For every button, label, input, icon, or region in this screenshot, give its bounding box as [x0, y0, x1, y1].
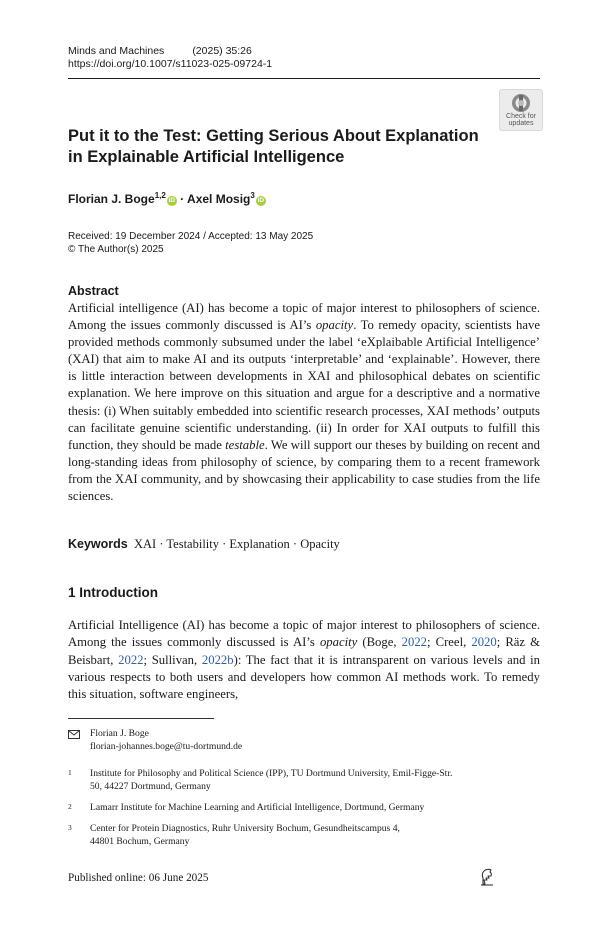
crossmark-icon: [511, 93, 531, 113]
check-for-updates-badge[interactable]: [499, 89, 543, 131]
abstract-emphasis: opacity: [315, 318, 354, 333]
article-title: [68, 126, 488, 168]
author-list: [68, 191, 266, 206]
orcid-icon[interactable]: iD: [168, 197, 176, 204]
abstract-heading: Abstract: [68, 284, 119, 298]
footnote-rule: [68, 718, 214, 719]
keywords-values: XAI · Testability · Explanation · Opacity: [134, 537, 340, 551]
abstract-body: [68, 300, 540, 505]
envelope-icon: [68, 730, 80, 739]
citation-link[interactable]: 2022b: [201, 652, 234, 667]
received-accepted: Received: 19 December 2024 / Accepted: 13 May 2025: [68, 231, 314, 242]
abstract-text: . To remedy opacity, scientists have provided methods commonly subsumed under the label ‘eXplaibable Artificial Intelligence’ (XAI) that aim to make AI and its outputs ‘interpretable’ and ‘explainable’. However, there is little interaction between developments in XAI and philosophical debates on scientific explanation. We here improve on this situation and argue for a descriptive and a normative thesis: (i) When suitably embedded into scientific research processes, XAI methods’ outputs can facilitate genuine scientific understanding. (ii) In order for XAI outputs to fulfill this function, they should be made: [68, 318, 540, 452]
affiliation-line: Institute for Philosophy and Political Science (IPP), TU Dortmund University, Emil-Figge-Str.: [90, 768, 453, 779]
citation-link[interactable]: 2022: [118, 652, 144, 667]
keywords: [68, 537, 340, 552]
affiliation-line: Center for Protein Diagnostics, Ruhr University Bochum, Gesundheitscampus 4,: [90, 823, 400, 834]
author-separator: ·: [176, 192, 188, 206]
author-name[interactable]: Florian J. Boge: [68, 192, 155, 206]
abstract-emphasis: testable: [225, 437, 265, 452]
affiliation: [90, 823, 530, 848]
intro-body: [68, 617, 540, 703]
intro-text: ; Creel,: [427, 635, 472, 650]
article-dates: [68, 231, 313, 256]
affiliation-number: 3: [68, 823, 72, 832]
published-online: Published online: 06 June 2025: [68, 872, 209, 884]
affiliation-number: 1: [68, 768, 72, 777]
badge-line1: Check for: [506, 113, 536, 120]
corresponding-name: Florian J. Boge: [90, 728, 149, 739]
affiliation-line: Lamarr Institute for Machine Learning and Artificial Intelligence, Dortmund, Germany: [90, 802, 425, 813]
affiliation: [90, 768, 530, 793]
affiliation-number: 2: [68, 802, 72, 811]
springer-horse-icon: [479, 868, 495, 886]
section-heading: 1 Introduction: [68, 585, 158, 600]
intro-text: ): The fact that it is intransparent on various levels and in various respects to both users and developers how common AI methods work. To remedy this situation, software engineers,: [68, 652, 540, 702]
abstract-text: Artificial intelligence (AI) has become a topic of major interest to philosophers of science. Among the issues commonly discussed is AI’s: [68, 301, 540, 333]
title-line1: Put it to the Test: Getting Serious About Explanation: [68, 127, 479, 145]
intro-text: Artificial Intelligence (AI) has become a topic of major interest to philosophers of science. Among the issues commonly discussed is AI’s: [68, 618, 540, 650]
citation-link[interactable]: 2020: [471, 635, 497, 650]
journal-header: [68, 45, 272, 71]
affiliation-line: 44801 Bochum, Germany: [90, 835, 190, 847]
keywords-label: Keywords: [68, 537, 128, 551]
author-affiliation-sup: 3: [250, 191, 255, 200]
header-rule: [68, 78, 540, 79]
intro-emphasis: opacity: [319, 635, 358, 650]
copyright: © The Author(s) 2025: [68, 243, 164, 255]
journal-name: Minds and Machines: [68, 45, 165, 57]
affiliation-line: 50, 44227 Dortmund, Germany: [90, 780, 211, 792]
corresponding-email[interactable]: florian-johannes.boge@tu-dortmund.de: [90, 740, 243, 752]
abstract-text: . We will support our theses by building on recent and long-standing ideas from philosophy of science, by comparing them to a recent framework from the XAI community, and by showcasing their applicability to case studies from the life sciences.: [68, 437, 540, 504]
affiliation: [90, 802, 530, 815]
corresponding-author: [90, 728, 242, 753]
author-affiliation-sup: 1,2: [154, 191, 166, 200]
journal-volume: (2025) 35:26: [192, 45, 252, 57]
doi-link[interactable]: https://doi.org/10.1007/s11023-025-09724-1: [68, 58, 273, 70]
intro-text: (Boge,: [357, 635, 402, 650]
badge-line2: updates: [508, 120, 534, 127]
author-name[interactable]: Axel Mosig: [187, 192, 251, 206]
orcid-icon[interactable]: iD: [257, 197, 265, 204]
title-line2: in Explainable Artificial Intelligence: [68, 148, 345, 166]
citation-link[interactable]: 2022: [401, 635, 428, 650]
intro-text: ; Räz & Beisbart,: [68, 635, 540, 667]
intro-text: ; Sullivan,: [143, 652, 202, 667]
